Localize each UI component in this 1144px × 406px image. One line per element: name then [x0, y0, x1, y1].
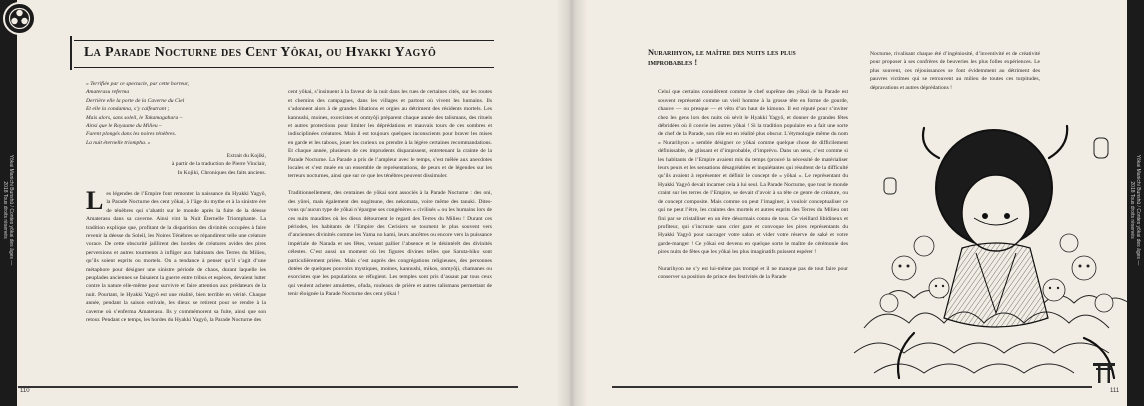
- poem-line: Mais alors, sans soleil, le Takamagahara –: [86, 114, 183, 121]
- left-stripe-text: Yôkai Manichi Bunshû / Contes yôkai des âges — 2018 Tous droits réservés: [2, 154, 14, 266]
- left-body-column-1: [86, 186, 266, 325]
- right-stripe-text: Yôkai Manichi Bunshû / Contes yôkai des âges — 2018 Tous droits réservés: [1129, 154, 1141, 266]
- chapter-title-box: [74, 40, 494, 68]
- page-number-right: 111: [1110, 388, 1120, 394]
- body-text: Nocturne, rivalisant chaque été d’ingéniosité, d’inventivité et de créativité pour proposer à ses confrères de beuveries les plus folles expériences. Le plus souvent, ces réjouissances se font évidemment au détriment des pauvres victimes qui se retrouvent au milieu de toutes ces turpitudes, dépravations et autres déprédations !: [870, 51, 1040, 91]
- poem-line: Ainsi que le Royaume du Milieu –: [86, 123, 162, 130]
- credit-line: In Kojiki, Chroniques des faits anciens.: [177, 169, 266, 176]
- left-footer-rule: [18, 386, 518, 388]
- right-page: [572, 0, 1144, 406]
- body-text: cent yôkai, s’insinuent à la faveur de la nuit dans les rues de certaines cités, sur les routes et chemins des campagnes, dans les villages et partout où vivent les humains. Ils s’adonnent alors à de grandes libations et orgies au détriment des résidents mortels. Les kannushi, moines, exorcistes et onmyôji préparent chaque année des talismans, des rituels et autres protections pour limiter les déprédations et mauvais tours de ces sombres et indisciplinées créatures. Mais il est toujours quelques inconscients pour braver les mises en garde et les tabous, jouer les curieux ou prendre à la légère certaines recommandations. Et chaque année, plusieurs de ces imprudents disparaissent, entretenant la crainte de la Parade Nocturne. La Parade a pris de l’ampleur avec le temps, s’est mêlée aux anecdotes locales et s’est muée en un ensemble de représentations, de peurs et de légendes sur les terreurs nocturnes, ainsi que sur ce que les ténèbres peuvent dissimuler. Traditionnellement, des centaines de yôkai sont associés à la Parade Nocturne : des oni, des yûrei, mais également des nogitsune, des nekomata, voire même des tanuki. Dites-vous qu’aucun type de yôkai n’épargne ses congénères « civilisés » ou les humains lors de ces nuits maudites où les dieux détournent le regard des Terres du Milieu ! Durant ces périodes, les habitants de l’Empire des Cerisiers se tournent le plus souvent vers d’anciennes divinités comme les Yama no kami, leurs ancêtres ou encore vers la puissance impériale de Narada et ses fêtes, venant pallier l’absence et le désintérêt des divinités célestes. C’est aussi un moment où les figures divines telles que Saruta-hiko sont particulièrement priées. Mais c’est auprès des congrégations religieuses, des personnes dotées de quelques pouvoirs mystiques, moines, kannushi, mikos, onmyôji, chamanes ou exorcistes que les populations se réfugient. Les temples sont pris d’assaut par tous ceux qui veulent acheter amulettes, ofuda, rouleaux de prière et autres talismans permettant de tenir éloignée la Parade Nocturne des cent yôkai !: [288, 89, 492, 298]
- poem-line: Derrière elle la porte de la Caverne du Ciel: [86, 97, 185, 104]
- drop-cap: L: [86, 186, 104, 215]
- poem-line: « Terrifiée par ce spectacle, par cette horreur,: [86, 81, 189, 87]
- poem-line: Furent plongés dans les noires ténèbres.: [86, 131, 177, 138]
- right-body-column-1: [658, 80, 848, 282]
- chapter-title: La Parade Nocturne des Cent Yôkai, ou Hyakki Yagyô: [84, 45, 437, 60]
- left-body-column-2: [288, 80, 492, 299]
- poem-line: Et elle la condamna, s’y calfeutrant ;: [86, 106, 170, 113]
- body-text: es légendes de l’Empire font remonter la naissance du Hyakki Yagyô, la Parade Nocturne des cent yôkai, à l’âge du mythe et à la sinistre ère de ténèbres qui s’abattit sur le monde après la fuite de la déesse Amaterasu dans sa caverne. Ainsi vint la Nuit Éternelle Triomphante. La tradition explique que, profitant de la disparition des divinités occupées à faire revenir la déesse du Soleil, les Noires Ténèbres se répandirent telle une créature vorace. De cette obscurité jaillirent des hordes de créatures avides des pires perversions et autres tourments à infliger aux habitants des Terres du Milieu, qu’ils soient esprits ou mortels. On a tendance à penser qu’il s’agit d’une métaphore pour désigner une sinistre période de chaos, durant laquelle les peuplades anciennes se faisaient la guerre entre tribus et espèces, devaient lutter contre la nature elle-même pour survivre et faire attention aux prédateurs de la nuit. Pourtant, le Hyakki Yagyô est une réalité, bien terrible en vérité. Chaque année, pendant la saison estivale, les dieux se retirent pour se rendre à la caverne où s’enferma Amaterasu. Ils y commémorent sa fuite, ainsi que son retour. Pendant ce temps, les hordes du Hyakki Yagyô, la Parade Nocturne des: [86, 191, 266, 324]
- nurarihyon-illustration: [844, 118, 1144, 383]
- poem-credit: [96, 152, 266, 177]
- book-gutter: [556, 0, 588, 406]
- right-footer-rule: [612, 386, 1092, 388]
- section-subtitle: Nurarihyon, le maître des nuits les plus improbables !: [648, 48, 796, 67]
- poem-line: Amaterasu referma: [86, 89, 130, 96]
- kojiki-poem: [86, 80, 266, 147]
- credit-line: à partir de la traduction de Pierre Vinclair,: [171, 161, 266, 168]
- left-side-stripe: [0, 0, 17, 406]
- poem-line: La nuit éternelle triompha. »: [86, 139, 151, 146]
- page-number-left: 110: [20, 388, 30, 394]
- body-text: Celui que certains considèrent comme le chef suprême des yôkai de la Parade est souvent représenté comme un vieil homme à la grosse tête en forme de gourde, chauve — ou presque — et vêtu d’un haut de kimono. Il est réputé pour s’inviter chez les gens lors des nuits où sévit le Hyakki Yagyô, et donner de grandes fêtes débridées où il convie les autres yôkai ! Si la tradition populaire en a fait une sorte de chef de la Parade, son rôle est en réalité plus obscur. L’étymologie même du nom « Nurarihyon » semble désigner ce yôkai comme quelque chose de difficilement définissable, de glissant et d’improbable, d’imprévu. Dans un sens, c’est comme si les habitants de l’Empire avaient mis du temps (prouvé la nécessité de matérialiser leurs peurs et les sensations désagréables et inquiétantes qui résultent de la difficulté qu’ils avaient à représenter et définir le concept de « yôkai ». Le représentant du Hyakki Yagyô devait incarner cela à lui seul. La Parade Nocturne, que tout le monde craint sur les terres de l’Empire, se devait d’avoir à sa tête ce genre de créature, ou de concept composite. Mais comme on peut l’imaginer, à vouloir conceptualiser ce qui ne peut l’être, les craintes des mortels et autres esprits des Terres du Milieu ont fini par se cristalliser en un être désormais connu de tous. Ce vieillard libidineux et profiteur, qui s’incruste sans crier gare et convoque les pires représentants du Hyakki Yagyô pour saccager votre salon et vider votre réserve de saké et votre garde-manger ! Ce yôkai est devenu en quelque sorte le maître de cérémonie des pires nuits de fêtes que les yôkai les plus imaginatifs puissent espérer ! Nurarihyon ne s’y est lui-même pas trompé et il ne manque pas de tout faire pour conserver sa position de prince des festivités de la Parade: [658, 89, 848, 281]
- credit-line: Extrait du Kojiki,: [226, 153, 266, 159]
- clan-mon-icon: [3, 2, 36, 35]
- right-body-column-2: [870, 50, 1040, 92]
- torii-icon: [1092, 360, 1116, 389]
